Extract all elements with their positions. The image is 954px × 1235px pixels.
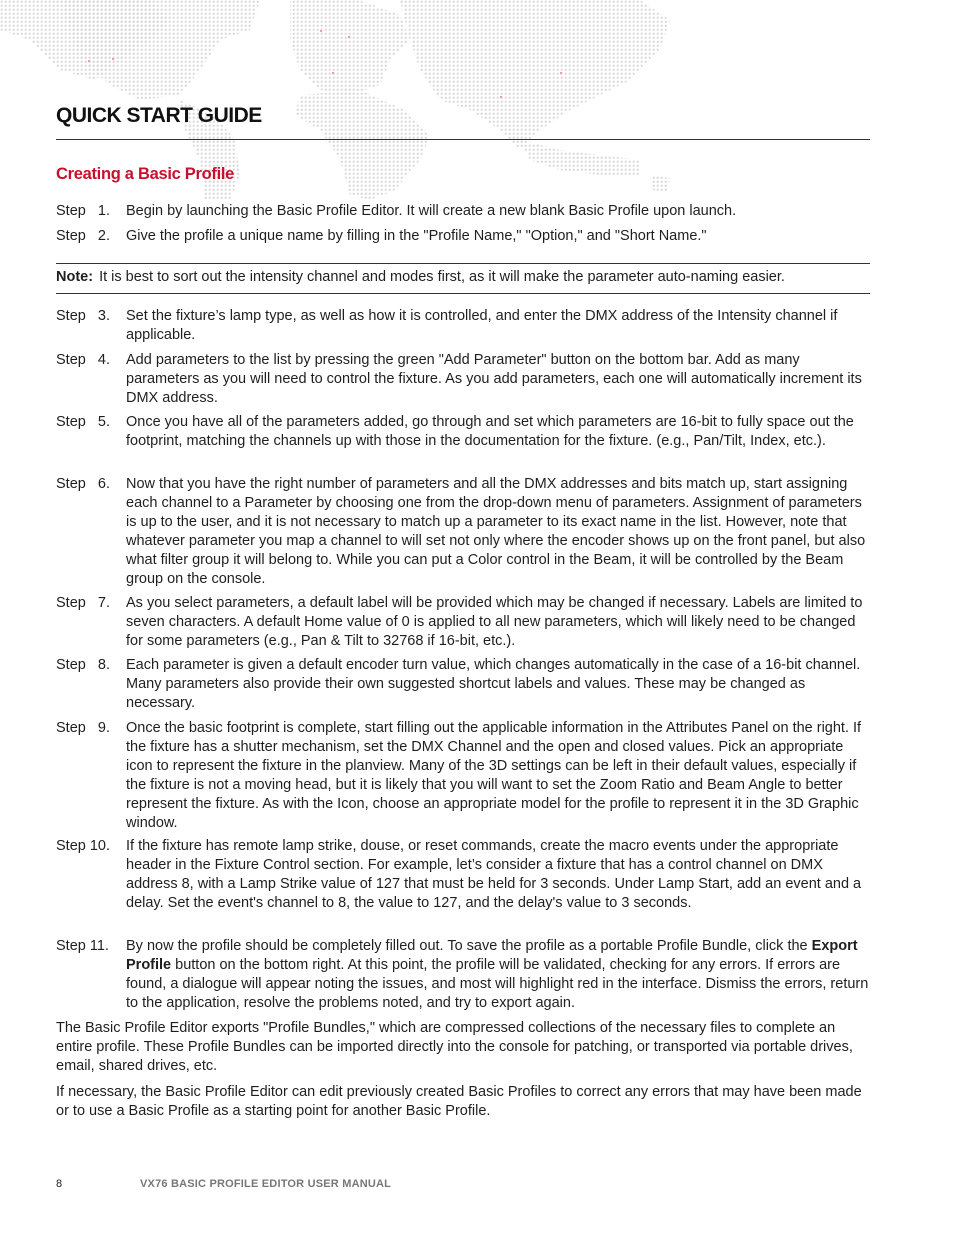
- step-label: Step 5.: [56, 414, 111, 430]
- step-8: [56, 656, 870, 713]
- step-text: Add parameters to the list by pressing the green "Add Parameter" button on the bottom bar. Add as many parameters as you will need to control the fixture. As you add parameters, each one will automatically increment its DMX address.: [126, 352, 862, 406]
- step-text: Once the basic footprint is complete, start filling out the applicable information in the Attributes Panel on the right. If the fixture has a shutter mechanism, set the DMX Channel and the open and closed values. Pick an appropriate icon to represent the fixture in the planview. Many of the 3D settings can be left in their default values, especially if the fixture is not a moving head, but it is likely that you will want to set the Zoom Ratio and Beam Angle to better represent the fixture. As with the Icon, choose an appropriate model for the profile to represent it in the 3D Graphic window.: [126, 720, 862, 831]
- step-label: Step 4.: [56, 352, 111, 368]
- step-label: Step 8.: [56, 657, 111, 673]
- note-box: [56, 263, 870, 294]
- step-label: Step 1.: [56, 203, 111, 219]
- title-divider: [56, 139, 870, 140]
- step-11: [56, 937, 870, 1013]
- note-text: It is best to sort out the intensity channel and modes first, as it will make the parameter auto-naming easier.: [99, 269, 785, 285]
- step-text-part: By now the profile should be completely filled out. To save the profile as a portable Profile Bundle, click the: [126, 938, 812, 954]
- step-label: Step 10.: [56, 838, 111, 854]
- note-label: Note:: [56, 269, 94, 285]
- step-7: [56, 594, 870, 651]
- step-6: [56, 475, 870, 589]
- step-text: As you select parameters, a default label will be provided which may be changed if necessary. Labels are limited to seven characters. A default Home value of 0 is applied to all new parameters, which will likely need to be changed for some parameters (e.g., Pan & Tilt to 32768 if 16-bit, etc.).: [126, 595, 863, 649]
- body-paragraph: If necessary, the Basic Profile Editor can edit previously created Basic Profiles to correct any errors that may have been made or to use a Basic Profile as a starting point for another Basic Profile.: [56, 1084, 862, 1119]
- step-text: Each parameter is given a default encoder turn value, which changes automatically in the case of a 16-bit channel. Many parameters also provide their own suggested shortcut labels and values. These may be changed as necessary.: [126, 657, 861, 711]
- page-title: QUICK START GUIDE: [56, 104, 262, 127]
- footer-manual-title: VX76 BASIC PROFILE EDITOR USER MANUAL: [140, 1178, 392, 1190]
- step-2: [56, 227, 870, 246]
- step-text: Once you have all of the parameters added, go through and set which parameters are 16-bit to fully space out the footprint, matching the channels up with those in the documentation for the fixture. (e.g., Pan/Tilt, Index, etc.).: [126, 414, 854, 449]
- step-label: Step 6.: [56, 476, 111, 492]
- step-1: [56, 202, 870, 221]
- step-text: [126, 937, 870, 1013]
- step-label: Step 7.: [56, 595, 111, 611]
- step-9: [56, 719, 870, 833]
- section-title: Creating a Basic Profile: [56, 165, 235, 183]
- step-label: Step 2.: [56, 228, 111, 244]
- step-3: [56, 307, 870, 345]
- step-label: Step 11.: [56, 938, 109, 954]
- step-text: Now that you have the right number of parameters and all the DMX addresses and bits match up, start assigning each channel to a Parameter by choosing one from the drop-down menu of parameters. Assignment of parameters is up to the user, and it is not necessary to match up a parameter to its exact name in the list. However, note that whatever parameter you map a channel to will set not only where the encoder shows up on the front panel, but also what filter group it will belong to. While you can put a Color control in the Beam, it will be controlled by the Beam group on the console.: [126, 476, 866, 587]
- page-number: 8: [56, 1178, 63, 1190]
- step-text: Give the profile a unique name by filling in the "Profile Name," "Option," and "Short Name.": [126, 228, 707, 244]
- step-label: Step 3.: [56, 308, 111, 324]
- step-text: Set the fixture’s lamp type, as well as how it is controlled, and enter the DMX address of the Intensity channel if applicable.: [126, 308, 838, 343]
- step-text: Begin by launching the Basic Profile Editor. It will create a new blank Basic Profile upon launch.: [126, 203, 737, 219]
- export-profile-emphasis: Export Profile: [126, 938, 858, 973]
- step-label: Step 9.: [56, 720, 111, 736]
- step-5: [56, 413, 870, 451]
- step-10: [56, 837, 870, 913]
- step-4: [56, 351, 870, 408]
- step-text-part: button on the bottom right. At this point, the profile will be validated, checking for any errors. If errors are found, a dialogue will appear noting the issues, and most will highlight red in the interface. Dismiss the errors, return to the application, resolve the problems noted, and try to export again.: [126, 957, 869, 1011]
- body-paragraph: The Basic Profile Editor exports "Profile Bundles," which are compressed collections of the necessary files to complete an entire profile. These Profile Bundles can be imported directly into the console for patching, or transported via portable drives, email, shared drives, etc.: [56, 1020, 853, 1074]
- step-text: If the fixture has remote lamp strike, douse, or reset commands, create the macro events under the appropriate header in the Fixture Control section. For example, let’s consider a fixture that has a control channel on DMX address 8, with a Lamp Strike value of 127 that must be held for 3 seconds. Under Lamp Start, add an event and a delay. Set the event's channel to 8, the value to 127, and the delay's value to 3 seconds.: [126, 838, 862, 911]
